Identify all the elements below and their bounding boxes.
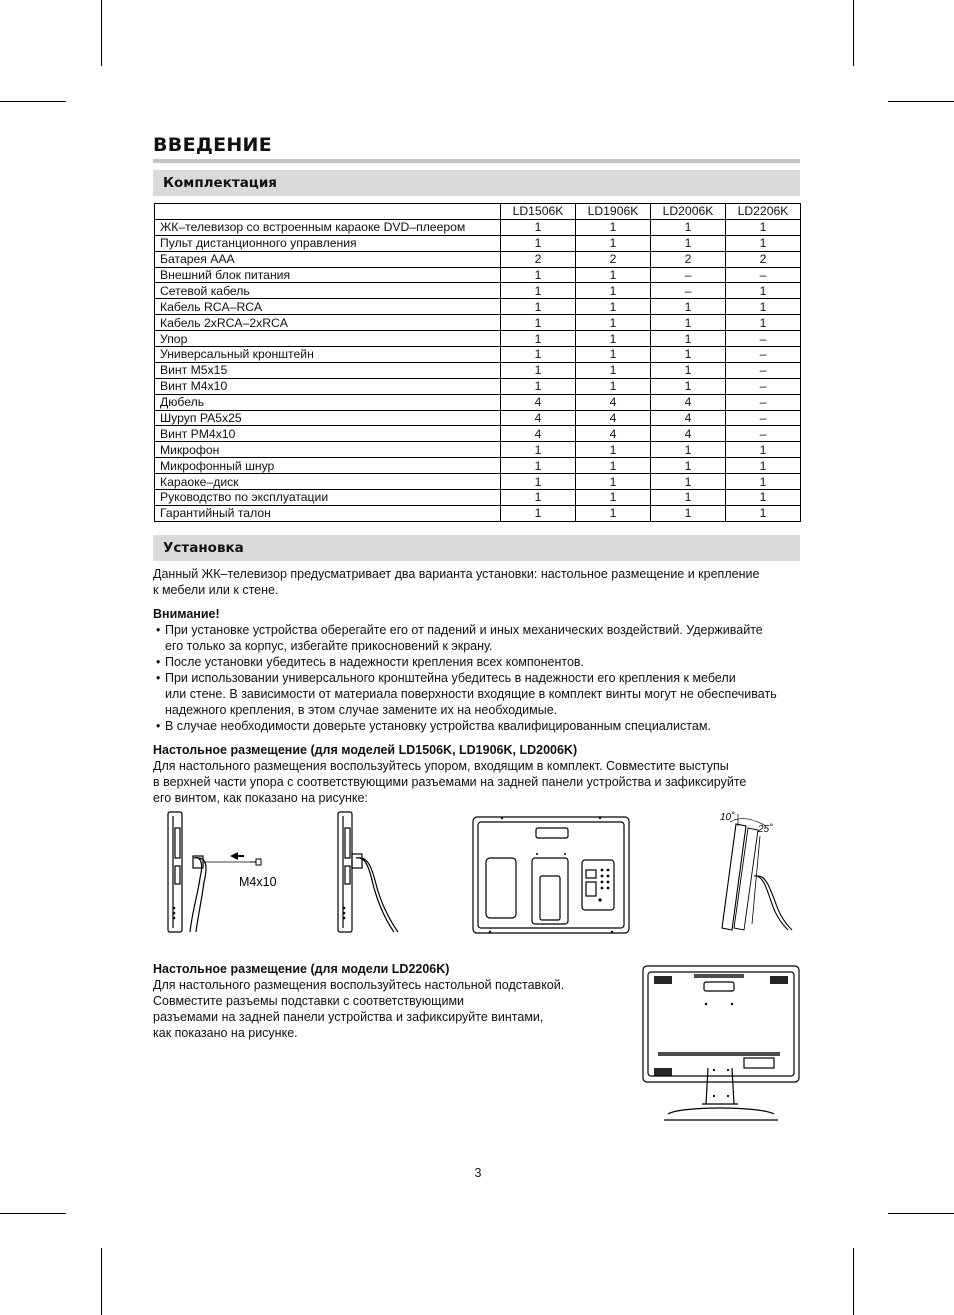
quantity-cell: –	[651, 283, 726, 299]
quantity-cell: 1	[576, 474, 651, 490]
quantity-cell: 1	[501, 347, 576, 363]
warning-bullet	[153, 654, 813, 670]
figure-side-view-assembled	[330, 808, 410, 936]
intro-line: к мебели или к стене.	[153, 583, 279, 597]
column-header: LD2006K	[651, 204, 726, 220]
table-row	[155, 347, 801, 363]
install-intro	[153, 566, 813, 598]
quantity-cell: 1	[501, 505, 576, 521]
quantity-cell: 1	[576, 219, 651, 235]
quantity-cell: 4	[501, 426, 576, 442]
warning-bullet	[153, 622, 813, 654]
page-title: ВВЕДЕНИЕ	[153, 134, 273, 156]
item-name-cell: Гарантийный талон	[155, 505, 501, 521]
warning-title: Внимание!	[153, 607, 220, 621]
item-name-cell: Винт M4x10	[155, 378, 501, 394]
quantity-cell: 1	[501, 267, 576, 283]
header-blank-cell	[155, 204, 501, 220]
warning-list	[153, 622, 813, 734]
quantity-cell: 4	[501, 410, 576, 426]
kit-table	[154, 203, 801, 522]
table-row	[155, 315, 801, 331]
screw-label: M4x10	[239, 875, 277, 889]
quantity-cell: 4	[651, 410, 726, 426]
quantity-cell: 1	[501, 378, 576, 394]
table-row	[155, 442, 801, 458]
warning-bullet-line: или стене. В зависимости от материала поверхности входящие в комплект винты могут не обеспечивать	[165, 687, 777, 701]
table-row	[155, 299, 801, 315]
tilt-angle-front: 10˚	[720, 812, 735, 823]
quantity-cell: 1	[651, 347, 726, 363]
quantity-cell: 1	[726, 458, 801, 474]
quantity-cell: 1	[576, 362, 651, 378]
page-number: 3	[474, 1166, 482, 1180]
desk1-line: в верхней части упора с соответствующими разъемами на задней панели устройства и зафиксируйте	[153, 775, 747, 789]
table-row	[155, 490, 801, 506]
quantity-cell: 1	[576, 235, 651, 251]
table-row	[155, 235, 801, 251]
figure-rear-view-with-stand	[640, 964, 802, 1126]
quantity-cell: 2	[501, 251, 576, 267]
quantity-cell: 1	[651, 362, 726, 378]
quantity-cell: 1	[576, 378, 651, 394]
crop-mark	[888, 101, 954, 102]
quantity-cell: 1	[501, 315, 576, 331]
quantity-cell: 1	[576, 331, 651, 347]
item-name-cell: ЖК–телевизор со встроенным караоке DVD–плеером	[155, 219, 501, 235]
quantity-cell: 2	[576, 251, 651, 267]
warning-bullet-line: • В случае необходимости доверьте установку устройства квалифицированным специалистам.	[165, 719, 711, 733]
item-name-cell: Микрофон	[155, 442, 501, 458]
quantity-cell: 1	[576, 458, 651, 474]
quantity-cell: 1	[651, 315, 726, 331]
quantity-cell: 1	[726, 442, 801, 458]
quantity-cell: 1	[726, 474, 801, 490]
item-name-cell: Кабель RCA–RCA	[155, 299, 501, 315]
crop-mark	[888, 1213, 954, 1214]
quantity-cell: 1	[726, 219, 801, 235]
column-header: LD2206K	[726, 204, 801, 220]
quantity-cell: 1	[501, 331, 576, 347]
warning-bullet-line: его только за корпус, избегайте прикосновений к экрану.	[165, 639, 493, 653]
quantity-cell: 1	[726, 490, 801, 506]
quantity-cell: 4	[576, 410, 651, 426]
quantity-cell: –	[726, 394, 801, 410]
item-name-cell: Сетевой кабель	[155, 283, 501, 299]
crop-mark	[0, 101, 66, 102]
quantity-cell: 1	[651, 458, 726, 474]
quantity-cell: –	[726, 347, 801, 363]
warning-bullet-line: • При установке устройства оберегайте его от падений и иных механических воздействий. Удерживайте	[165, 623, 763, 637]
item-name-cell: Винт M5x15	[155, 362, 501, 378]
quantity-cell: 1	[576, 505, 651, 521]
table-row	[155, 267, 801, 283]
item-name-cell: Микрофонный шнур	[155, 458, 501, 474]
warning-bullet-line: • При использовании универсального кронштейна убедитесь в надежности его крепления к мебели	[165, 671, 736, 685]
quantity-cell: –	[726, 426, 801, 442]
quantity-cell: 1	[651, 474, 726, 490]
desk1-line: его винтом, как показано на рисунке:	[153, 791, 368, 805]
item-name-cell: Внешний блок питания	[155, 267, 501, 283]
quantity-cell: 1	[576, 442, 651, 458]
quantity-cell: –	[651, 267, 726, 283]
desk1-line: Для настольного размещения воспользуйтесь упором, входящим в комплект. Совместите выступы	[153, 759, 729, 773]
desk-placement-1	[153, 742, 813, 806]
table-row	[155, 505, 801, 521]
item-name-cell: Винт PM4x10	[155, 426, 501, 442]
warning-block	[153, 606, 813, 734]
quantity-cell: 4	[576, 394, 651, 410]
quantity-cell: 1	[501, 474, 576, 490]
item-name-cell: Дюбель	[155, 394, 501, 410]
section-header-kit: Комплектация	[153, 170, 800, 196]
table-row	[155, 410, 801, 426]
tilt-angle-back: 25˚	[758, 824, 773, 835]
quantity-cell: 1	[501, 362, 576, 378]
quantity-cell: 1	[576, 299, 651, 315]
quantity-cell: 1	[576, 267, 651, 283]
section-header-install: Установка	[153, 535, 800, 561]
item-name-cell: Пульт дистанционного управления	[155, 235, 501, 251]
quantity-cell: 1	[651, 331, 726, 347]
crop-mark	[0, 1213, 66, 1214]
warning-bullet	[153, 670, 813, 718]
table-row	[155, 219, 801, 235]
quantity-cell: 1	[501, 458, 576, 474]
quantity-cell: 1	[501, 299, 576, 315]
quantity-cell: 1	[576, 490, 651, 506]
column-header: LD1506K	[501, 204, 576, 220]
table-row	[155, 283, 801, 299]
quantity-cell: –	[726, 331, 801, 347]
quantity-cell: 1	[651, 442, 726, 458]
desk2-line: Для настольного размещения воспользуйтесь настольной подставкой.	[153, 978, 565, 992]
quantity-cell: 1	[576, 283, 651, 299]
item-name-cell: Караоке–диск	[155, 474, 501, 490]
quantity-cell: 1	[726, 505, 801, 521]
quantity-cell: –	[726, 362, 801, 378]
table-row	[155, 251, 801, 267]
table-row	[155, 331, 801, 347]
figure-side-view-screw	[160, 808, 290, 936]
desk-placement-2	[153, 961, 623, 1041]
quantity-cell: –	[726, 410, 801, 426]
crop-mark	[101, 1248, 102, 1315]
desk2-line: Совместите разъемы подставки с соответствующими	[153, 994, 465, 1008]
item-name-cell: Упор	[155, 331, 501, 347]
quantity-cell: 1	[651, 235, 726, 251]
quantity-cell: 4	[576, 426, 651, 442]
warning-bullet-line: надежного крепления, в этом случае замените их на необходимые.	[165, 703, 558, 717]
kit-table-header	[155, 204, 801, 220]
quantity-cell: –	[726, 267, 801, 283]
quantity-cell: 1	[501, 219, 576, 235]
figure-rear-view	[470, 814, 632, 936]
quantity-cell: 1	[501, 283, 576, 299]
quantity-cell: 4	[501, 394, 576, 410]
quantity-cell: 1	[501, 235, 576, 251]
quantity-cell: 1	[651, 490, 726, 506]
quantity-cell: 1	[501, 490, 576, 506]
quantity-cell: 1	[651, 219, 726, 235]
quantity-cell: 1	[726, 315, 801, 331]
desk1-title: Настольное размещение (для моделей LD1506K, LD1906K, LD2006K)	[153, 743, 578, 757]
quantity-cell: 2	[651, 251, 726, 267]
item-name-cell: Батарея AAA	[155, 251, 501, 267]
table-row	[155, 394, 801, 410]
table-row	[155, 426, 801, 442]
desk2-line: как показано на рисунке.	[153, 1026, 298, 1040]
title-rule	[153, 159, 800, 163]
desk2-line: разъемами на задней панели устройства и зафиксируйте винтами,	[153, 1010, 544, 1024]
quantity-cell: 1	[501, 442, 576, 458]
quantity-cell: 1	[651, 299, 726, 315]
figure-tilt-angles	[700, 806, 800, 936]
quantity-cell: 4	[651, 426, 726, 442]
quantity-cell: 1	[726, 235, 801, 251]
table-row	[155, 362, 801, 378]
quantity-cell: 1	[726, 299, 801, 315]
item-name-cell: Кабель 2xRCA–2xRCA	[155, 315, 501, 331]
quantity-cell: 1	[576, 315, 651, 331]
quantity-cell: 1	[651, 505, 726, 521]
warning-bullet-line: • После установки убедитесь в надежности крепления всех компонентов.	[165, 655, 585, 669]
item-name-cell: Шуруп PA5x25	[155, 410, 501, 426]
table-row	[155, 474, 801, 490]
quantity-cell: 1	[651, 378, 726, 394]
quantity-cell: 1	[576, 347, 651, 363]
warning-bullet	[153, 718, 813, 734]
quantity-cell: 2	[726, 251, 801, 267]
quantity-cell: 4	[651, 394, 726, 410]
table-row	[155, 378, 801, 394]
table-row	[155, 458, 801, 474]
intro-line: Данный ЖК–телевизор предусматривает два варианта установки: настольное размещение и крепление	[153, 567, 760, 581]
crop-mark	[853, 0, 854, 66]
column-header: LD1906K	[576, 204, 651, 220]
desk2-title: Настольное размещение (для модели LD2206K)	[153, 962, 450, 976]
item-name-cell: Универсальный кронштейн	[155, 347, 501, 363]
item-name-cell: Руководство по эксплуатации	[155, 490, 501, 506]
crop-mark	[853, 1248, 854, 1315]
quantity-cell: 1	[726, 283, 801, 299]
quantity-cell: –	[726, 378, 801, 394]
crop-mark	[101, 0, 102, 66]
